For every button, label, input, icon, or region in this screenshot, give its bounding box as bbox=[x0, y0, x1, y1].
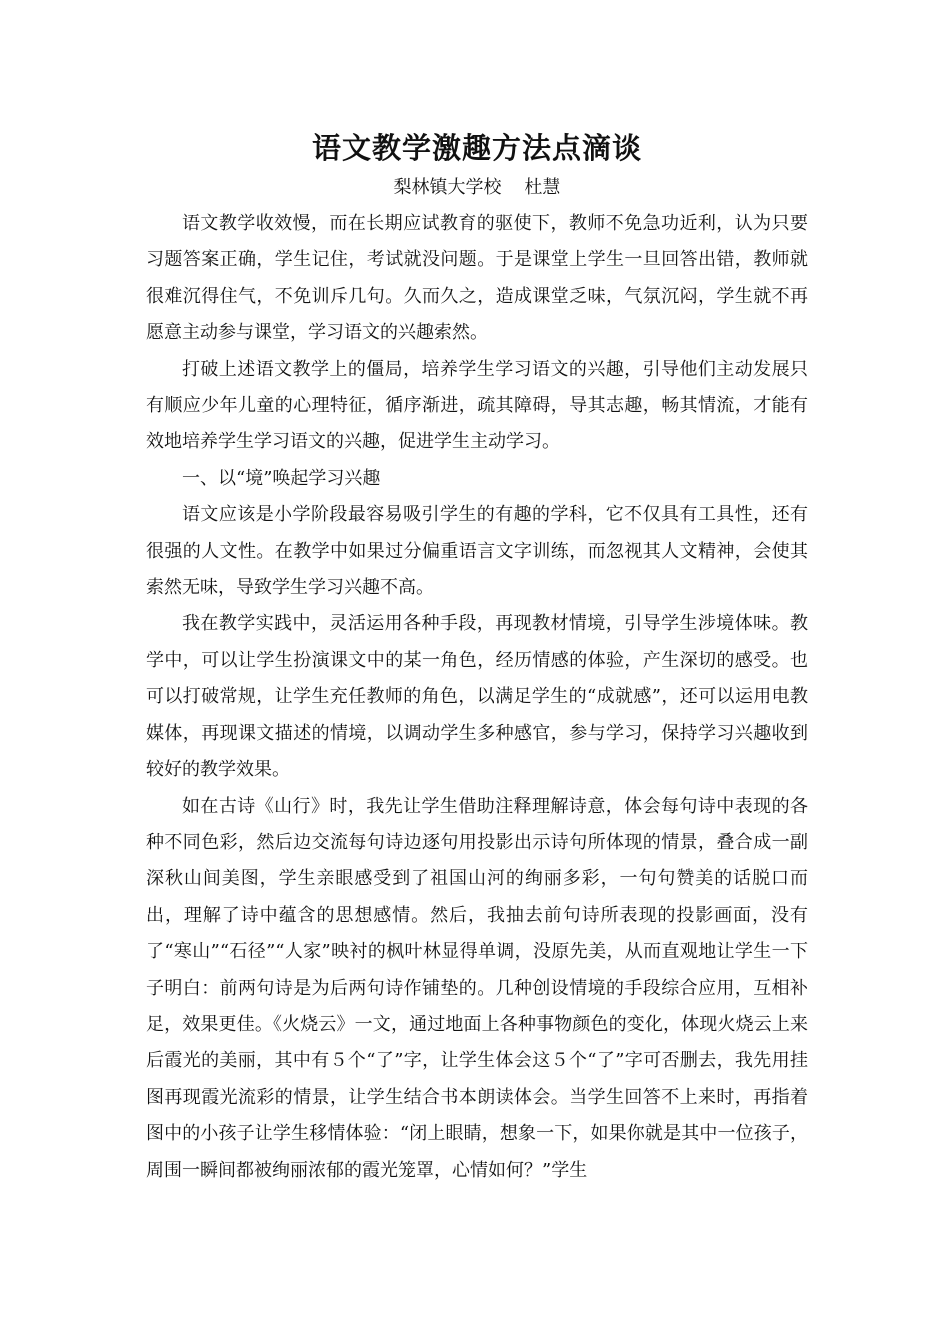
document-title: 语文教学激趣方法点滴谈 bbox=[311, 131, 642, 165]
author-byline: 梨林镇大学校 杜慧 bbox=[393, 177, 561, 198]
paragraph-thesis: 打破上述语文教学上的僵局，培养学生学习语文的兴趣，引导他们主动发展只有顺应少年儿童的心理特征，循序渐进，疏其障碍，导其志趣，畅其情流，才能有效地培养学生学习语文的兴趣，促进学生主动学习。 bbox=[146, 358, 808, 453]
paragraph-body: 我在教学实践中，灵活运用各种手段，再现教材情境，引导学生涉境体味。教学中，可以让学生扮演课文中的某一角色，经历情感的体验，产生深切的感受。也可以打破常规，让学生充任教师的角色，以满足学生的“成就感”，还可以运用电教媒体，再现课文描述的情境，以调动学生多种感官，参与学习，保持学习兴趣收到较好的教学效果。 bbox=[146, 613, 808, 781]
paragraph-intro: 语文教学收效慢，而在长期应试教育的驱使下，教师不免急功近利，认为只要习题答案正确，学生记住，考试就没问题。于是课堂上学生一旦回答出错，教师就很难沉得住气，不免训斥几句。久而久之，造成课堂乏味，气氛沉闷，学生就不再愿意主动参与课堂，学习语文的兴趣索然。 bbox=[146, 213, 808, 344]
paragraph-body: 语文应该是小学阶段最容易吸引学生的有趣的学科，它不仅具有工具性，还有很强的人文性。在教学中如果过分偏重语言文字训练，而忽视其人文精神，会使其索然无味，导致学生学习兴趣不高。 bbox=[146, 504, 808, 599]
section-heading-1: 一、以“境”唤起学习兴趣 bbox=[182, 467, 381, 489]
paragraph-body: 如在古诗《山行》时，我先让学生借助注释理解诗意，体会每句诗中表现的各种不同色彩，然后边交流每句诗边逐句用投影出示诗句所体现的情景，叠合成一副深秋山间美图，学生亲眼感受到了祖国山河的绚丽多彩，一句句赞美的话脱口而出，理解了诗中蕴含的思想感情。然后，我抽去前句诗所表现的投影画面，没有了“寒山”“石径”“人家”映衬的枫叶林显得单调，没原先美，从而直观地让学生一下子明白：前两句诗是为后两句诗作铺垫的。几种创设情境的手段综合应用，互相补足，效果更佳。《火烧云》一文，通过地面上各种事物颜色的变化，体现火烧云上来后霞光的美丽，其中有５个“了”字，让学生体会这５个“了”字可否删去，我先用挂图再现霞光流彩的情景，让学生结合书本朗读体会。当学生回答不上来时，再指着图中的小孩子让学生移情体验：“闭上眼睛，想象一下，如果你就是其中一位孩子，周围一瞬间都被绚丽浓郁的霞光笼罩，心情如何？”学生 bbox=[146, 795, 808, 1181]
document-page bbox=[146, 122, 808, 1189]
